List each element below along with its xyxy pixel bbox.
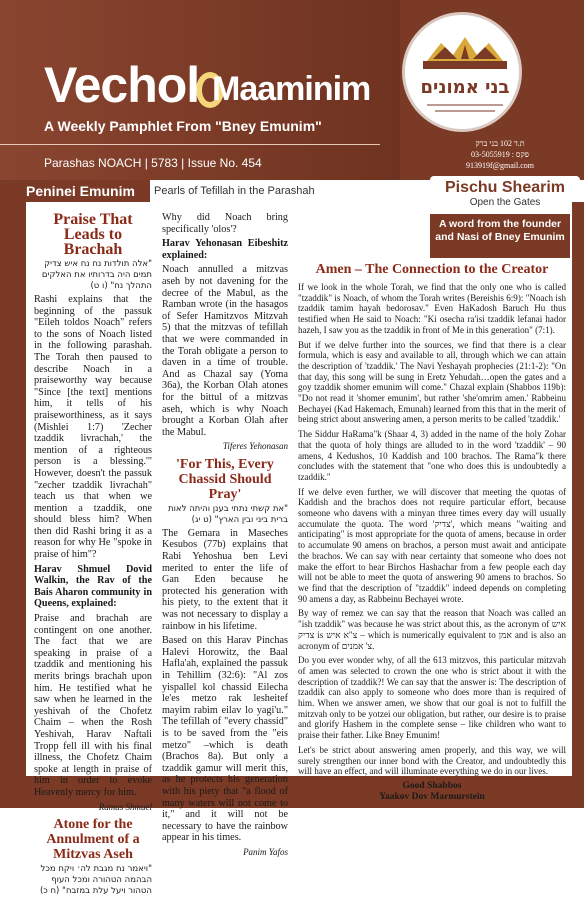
paragraph: Praise and brachah are contingent on one another. The fact that we are speaking in praise of a tzaddik and mentioning his merits brings brachah upon him. He testified what he saw when he learned in the yeshivah of the Chofetz Chaim – when the Rosh Yeshivah, Harav Naftali Tropp fell ill with his final illness, the Chofetz Chaim spoke at length in praise of him in order to evoke Heavenly mercy for him. [34,613,152,798]
hebrew-verse-1: "אלה תולדות נח נח איש צדיק תמים היה בדרותיו את האלקים התהלך נח" (ו ט) [41,259,152,291]
paragraph: The Siddur HaRama"k (Shaar 4, 3) added in the name of the holy Zohar that the quota of holy things are alluded to in the word 'tzaddik' – 90 amens, 4 Kedushos, 10 Kaddish and 100 brachos. The Rama"k there concludes with the statement that "one who does this is undoubtedly a tzaddik." [298,429,566,482]
paragraph: If we look in the whole Torah, we find that the only one who is called "tzaddik" is Noach, of whom the Torah writes (Bereishis 6:9): "Noach ish tzaddik tamim hayah bedorosav." Even HaKadosh Baruch Hu thus testified when He said to Noach: "Ki osecha ra'isi tzaddik lefanai hador hazeh, I saw you as the tzaddik in front of Me in this generation" (7:1). [298,282,566,335]
paragraph: Based on this Harav Pinchas Halevi Horowitz, the Baal Hafla'ah, explained the passuk in Tehillim (32:6): "Al zos yispallel kol chassid Eilecha le'es metzo rak lesheitef mayim rabim eilav lo yagi'u." The tefillah of "every chassid" is to be saved from the "eis metzo" –which is death (Brachos 8a). But only a tzaddik gamur will merit this, as he protects his generation with his piety that "a flood of many waters will not come to it," and it will not be necessary to have the rainbow appear in his times. [162,635,288,844]
left-border-bar [0,202,26,776]
contact-email[interactable]: 913919f@gmail.com [465,161,535,170]
pischu-shearim-subtitle: Open the Gates [469,197,541,208]
hebrew-verse-3: "את קשתי נתתי בענן והיתה לאות ברית ביני ובין הארץ" (ט יג) [168,503,288,525]
pearls-subtitle: Pearls of Tefillah in the Parashah [154,185,315,197]
attribution: Panim Yafos [243,846,288,857]
paragraph: Do you ever wonder why, of all the 613 mitzvos, this particular mitzvah of amen was selected to crown the one who is strict about it with the description of tzaddik?! We can say that the answer is: The description of tzaddik can also apply to someone who does more than is required of him. When we answer amen, we show that our goal is not to fulfill the mitzvah only to be yotzei our obligation, but rather, our desire is to praise and glorify Hashem in the complete sense – like children who want to praise their father. Like Bney Emunim! [298,655,566,741]
paragraph: But if we delve further into the sources, we find that there is a clear formula, which is easy and available to all, through which we can attain the description of 'tzaddik.' The Navi Yeshayah prophecies (21:1-2): "On that day, this song will be sung in Eretz Yehudah…open the gates and a goy tzaddik shomer emunim will come." Chazal explain (Shabbos 119b): "Do not read it 'shomer emunim', but rather 'she'omrim amen.' Rabbeinu Bechayei (Kad Hakemach, Emunah) learned from this that in the merit of being strict about answering amen, a person merits to be called 'tzaddik.' [298,339,566,425]
pischu-shearim-box [430,176,580,212]
amen-article-body [298,282,566,802]
paragraph: Let's be strict about answering amen properly, and this way, we will surely strengthen our inner bond with the Creator, and undoubtedly this will have an effect, and will illuminate everything we do in our lives. [298,744,566,777]
column-1 [34,211,152,897]
issue-line: Parashas NOACH | 5783 | Issue No. 454 [44,156,262,170]
signoff-author: Yaakov Dov Marmurstein [379,791,485,802]
paragraph: The Gemara in Maseches Kesubos (77b) explains that Rabi Yehoshua ben Levi merited to enter the life of Gan Eden because he protected his generation with his piety, to the extent that it was not necessary to display a rainbow in his lifetime. [162,527,288,632]
bney-emunim-logo [402,12,522,132]
masthead-divider [0,144,380,145]
masthead-title-vechol: Vechol [44,57,200,113]
masthead [0,0,584,180]
paragraph: Why did Noach bring specifically 'olos'? [162,212,288,235]
contact-info [440,138,560,171]
masthead-subtitle: A Weekly Pamphlet From "Bney Emunim" [44,118,322,134]
pischu-shearim-title: Pischu Shearim [444,179,566,196]
paragraph-speaker: Harav Yehonasan Eibeshitz explained: [162,238,288,261]
article-title-amen: Amen – The Connection to the Creator [315,262,549,277]
logo-crown-icon [405,15,525,135]
column-2 [162,212,288,857]
paragraph: Noach annulled a mitzvas aseh by not davening for the decree of the Mabul, as the Ramban wrote (in the hasagos of Sefer Hamitzvos Mitzvah 5) that the mitzvas of tefillah that we were commanded in the Torah obligate a person to daven in a time of trouble. And as Chazal say (Yoma 36a), the Korban Olah atones for the bittul of a mitzvas aseh, which is why Noach brought a Korban Olah after the Mabul. [162,264,288,438]
paragraph-speaker: Harav Shmuel Dovid Walkin, the Rav of the Bais Aharon community in Queens, explained: [34,563,152,610]
contact-address: ת.ד 102 בני ברק [475,139,525,148]
signoff-greeting: Good Shabbos [402,780,462,791]
article-title-praise: Praise That Leads to Brachah [53,211,133,258]
word-from-founder-box: A word from the founder and Nasi of Bney Emunim [430,214,570,258]
hebrew-verse-2: "ויאמר נח מגבת לה׳ ויקח מכל הבהמה הטהורה ומכל העוף הטהור ויעל עלת במזבח" (ח כ) [39,864,152,897]
attribution: Tiferes Yehonasan [222,441,288,452]
logo-text: בני אמונים [420,77,510,98]
paragraph: By way of remez we can say that the reason that Noach was called an "ish tzaddik" was because he was strict about this, as the acronym of איש צדיק is צ"א איש – which is numerically equivalent to אמן and is also an acronym of צ' אמנים. [298,608,566,651]
peninei-emunim-label: Peninei Emunim [0,180,150,202]
contact-fax: 03-5055919 : פקס [471,150,529,159]
paragraph: If we delve even further, we will discover that meeting the quotas of Kaddish and the brachos does not require particular effort, because someone who davens with a minyan three times every day will usually accumulate the quota. The word 'צדיק', which means "waiting and anticipating" is most appropriate for the quota of amens, because in order to accumulate 90 amens on brachos, a person must await and anticipate the brachos. We can say with near certainty that someone who does not make the effort to hear Birchos Hashachar from a few people each day will not be able to meet the quota of answering 90 amens to brachos. So we find that the description of "tzaddik" indeed depends on completing 90 amens a day, as Rabbeinu Bechayei wrote. [298,486,566,604]
attribution: Ramas Shmuel [98,801,152,812]
right-border-bar [572,202,584,776]
masthead-title-maaminim: Maaminim [212,70,371,108]
paragraph: Rashi explains that the beginning of the passuk "Eileh toldos Noach" refers to the sons of Noach listed in the following parashah. The Torah then paused to describe Noach in a praiseworthy way because "Since [the text] mentions him, it tells of his praiseworthiness, as it says (Mishlei 1:7) 'Zecher tzaddik livrachah,' the mention of a righteous person is a blessing.'" However, doesn't the passuk "zecher tzaddik livrachah" teach us that when we mention a tzaddik, one should bless him? When then did Rashi bring it as a reason for why He "spoke in praise of him"? [34,294,152,561]
article-title-atone: Atone for the Annulment of a Mitzvas Aseh [46,817,140,863]
article-title-chassid: 'For This, Every Chassid Should Pray' [176,456,274,502]
